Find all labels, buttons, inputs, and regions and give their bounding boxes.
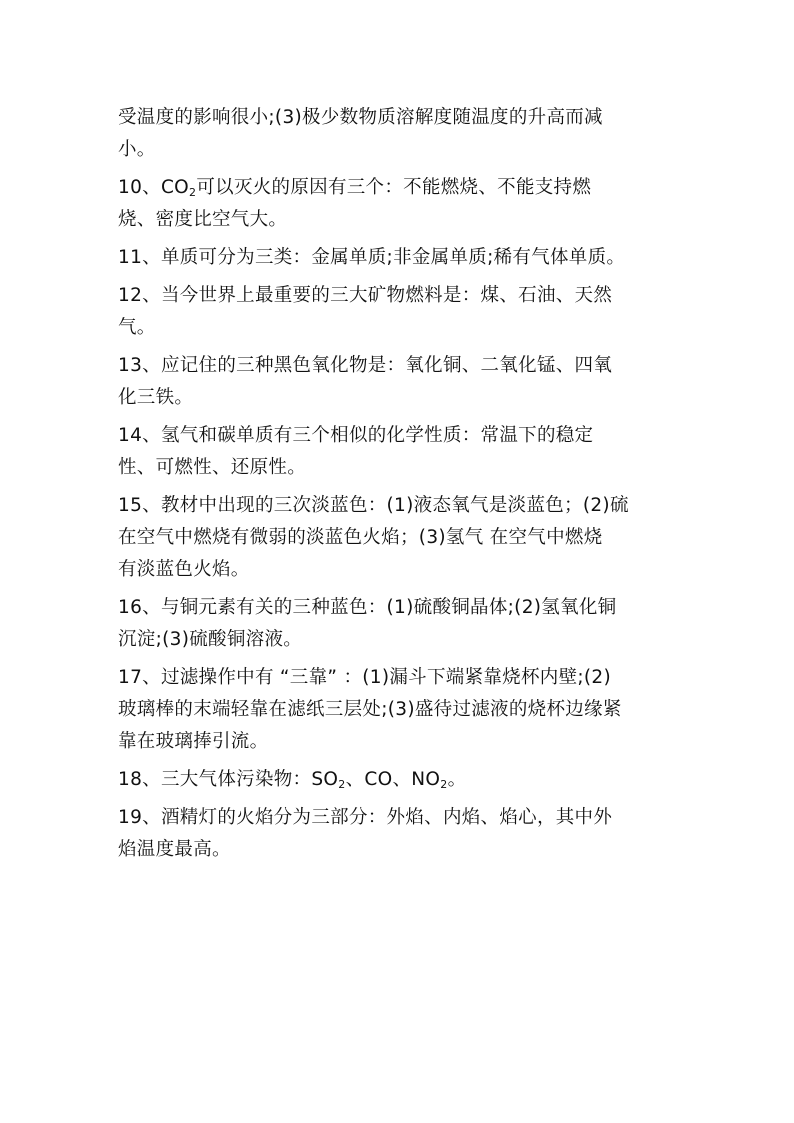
paragraph-17: 17、过滤操作中有 “三靠” ：(1)漏斗下端紧靠烧杯内壁;(2) 玻璃棒的末端轻靠在滤纸三层处;(3)盛待过滤液的烧杯边缘紧 靠在玻璃捧引流。 bbox=[118, 667, 622, 752]
paragraph-14: 14、氢气和碳单质有三个相似的化学性质：常温下的稳定 性、可燃性、还原性。 bbox=[118, 425, 594, 478]
paragraph-11: 11、单质可分为三类：金属单质;非金属单质;稀有气体单质。 bbox=[118, 247, 626, 268]
document-page bbox=[118, 102, 678, 872]
paragraph-18: 18、三大气体污染物：$SO_2$、CO、$NO_2$。 bbox=[118, 769, 467, 791]
paragraph-10: 10、$CO_2$可以灭火的原因有三个：不能燃烧、不能支持燃 烧、密度比空气大。 bbox=[118, 177, 592, 230]
paragraph-12: 12、当今世界上最重要的三大矿物燃料是：煤、石油、天然 气。 bbox=[118, 285, 613, 338]
paragraph-13: 13、应记住的三种黑色氧化物是：氧化铜、二氧化锰、四氧 化三铁。 bbox=[118, 355, 613, 408]
paragraph-15: 15、教材中出现的三次淡蓝色：(1)液态氧气是淡蓝色；(2)硫 在空气中燃烧有微弱的淡蓝色火焰；(3)氢气 在空气中燃烧 有淡蓝色火焰。 bbox=[118, 495, 629, 580]
paragraph-solubility: 受温度的影响很小;(3)极少数物质溶解度随温度的升高而减 小。 bbox=[118, 107, 603, 160]
paragraph-16: 16、与铜元素有关的三种蓝色：(1)硫酸铜晶体;(2)氢氧化铜 沉淀;(3)硫酸铜溶液。 bbox=[118, 597, 617, 650]
paragraph-19: 19、酒精灯的火焰分为三部分：外焰、内焰、焰心，其中外 焰温度最高。 bbox=[118, 807, 613, 860]
